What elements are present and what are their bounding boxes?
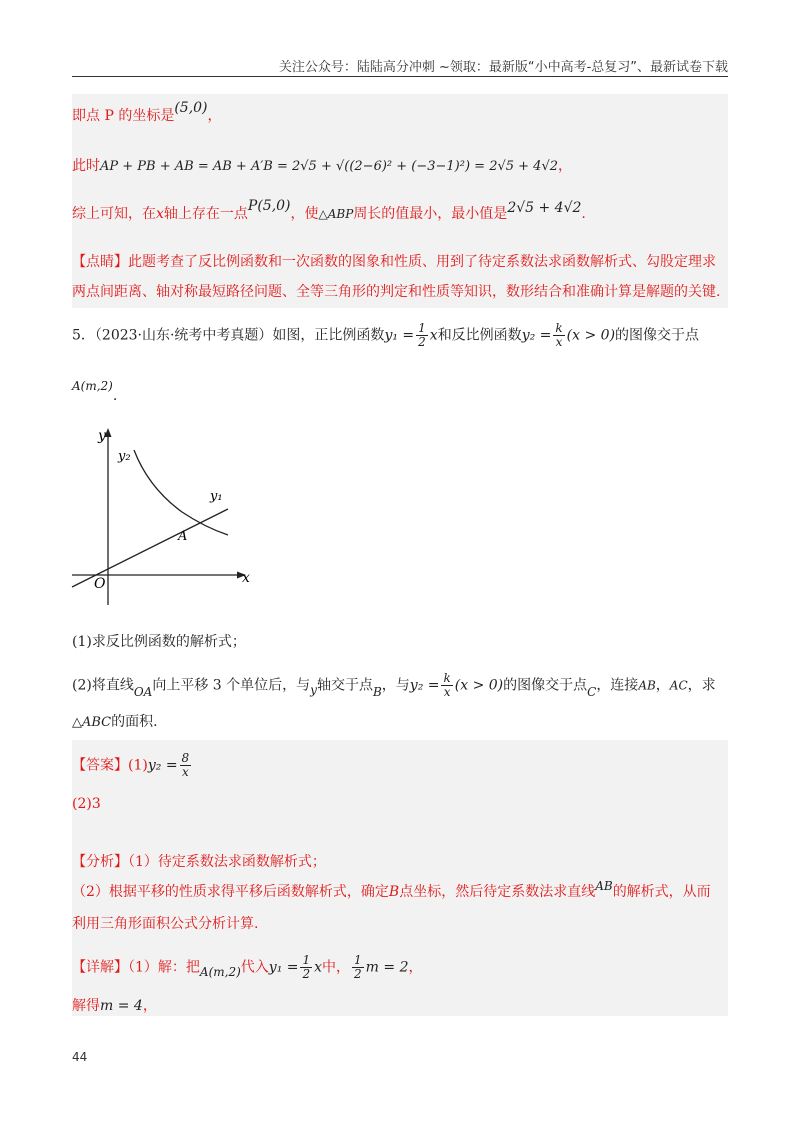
q2-tri: △ABC (72, 715, 112, 730)
conclusion-val: 2√5 + 4√2 (507, 200, 582, 216)
y2-fraction (553, 322, 564, 349)
label-x: x (242, 570, 250, 586)
point-a-line (72, 376, 118, 404)
analysis-2b: 点坐标，然后待定系数法求直线 (399, 884, 596, 900)
detail-eq-fraction (352, 954, 364, 981)
detail-mid: 代入 (240, 959, 269, 976)
coord-text: 即点 P 的坐标是 (72, 108, 175, 124)
detail-fraction (300, 954, 312, 981)
analysis-line-2 (72, 879, 711, 902)
y2-den: x (555, 335, 563, 349)
question-1: (1)求反比例函数的解析式； (72, 634, 246, 650)
question-2 (72, 672, 716, 699)
answer-y2: y₂ = (147, 757, 178, 774)
coord-math: (5,0) (174, 100, 208, 116)
y1-den: 2 (418, 335, 426, 349)
sum-lead: 此时 (72, 158, 100, 174)
q2-b: 向上平移 3 个单位后，与 (152, 677, 311, 694)
coord-line (72, 100, 222, 126)
page-number: 44 (72, 1050, 88, 1064)
q2-C: C (587, 684, 597, 699)
q2-ab: AB (638, 678, 656, 693)
q2-oa: OA (133, 684, 153, 699)
analysis-AB: AB (595, 879, 613, 893)
q2-f: ，连接 (596, 677, 639, 694)
detail-y1: y₁ = (268, 959, 299, 976)
problem-intro-c: 的图像交于点 (615, 327, 700, 344)
q2-y2-den: x (443, 685, 451, 699)
label-point-a: A (178, 529, 188, 544)
q2-h: ，求 (687, 677, 716, 694)
q2-y2-label: y₂ = (409, 677, 440, 694)
conclusion-b: 轴上存在一点 (163, 206, 248, 222)
q2-g: ， (655, 677, 670, 694)
q2-y2-cond: (x > 0) (454, 677, 504, 694)
detail-eq-rest: m = 2 (365, 959, 409, 976)
q2-e: 的图像交于点 (503, 677, 588, 694)
conclusion-end: . (581, 206, 586, 222)
q2-y2-num: k (443, 671, 451, 685)
problem-intro (72, 322, 699, 349)
detail-mid2: 中， (322, 959, 351, 976)
problem-intro-b: 和反比例函数 (437, 327, 522, 344)
answer-fraction (180, 752, 192, 779)
sum-math: AP + PB + AB = AB + A′B = 2√5 + √((2−6)² + (−3−1)²) = 2√5 + 4√2 (100, 159, 559, 174)
analysis-line-3: 利用三角形面积公式分析计算. (72, 916, 259, 932)
answer-den: x (181, 765, 189, 779)
analysis-2a: （2）根据平移的性质求得平移后函数解析式，确定 (72, 884, 389, 900)
q2-a: (2)将直线 (72, 677, 134, 694)
y1-x: x (429, 327, 438, 344)
label-o: O (94, 576, 106, 592)
answer-lead: 【答案】(1) (72, 757, 148, 774)
y1-label: y₁ = (384, 327, 415, 344)
y1-fraction (416, 322, 428, 349)
page-header: 关注公众号：陆陆高分冲刺 ~领取：最新版“小中高考-总复习”、最新试卷下载 (278, 60, 728, 75)
point-a-end: . (112, 388, 118, 404)
sum-end: ， (558, 158, 573, 174)
analysis-2c: 的解析式，从而 (612, 884, 711, 900)
detail-line (72, 954, 423, 981)
analysis-line-1: 【分析】（1）待定系数法求函数解析式； (72, 854, 326, 870)
answer-num: 8 (181, 751, 190, 765)
detail-num: 1 (302, 953, 311, 967)
q2-c: 轴交于点 (316, 677, 373, 694)
coord-end: ， (207, 108, 222, 124)
detail-lead: 【详解】（1）解：把 (72, 959, 200, 976)
conclusion-c: ，使 (290, 206, 319, 222)
conclusion-tri: △ABP (318, 207, 354, 221)
conclusion-d: 周长的值最小，最小值是 (353, 206, 508, 222)
q2-y2-fraction (441, 672, 452, 699)
q2-B: B (372, 684, 382, 699)
problem-intro-a: 5．（2023·山东·统考中考真题）如图，正比例函数 (72, 327, 385, 344)
detail-point: A(m,2) (199, 964, 241, 979)
answer-part2: (2)3 (72, 796, 101, 812)
conclusion-a: 综上可知，在 (72, 206, 156, 222)
conclusion-p: P(5,0) (247, 198, 291, 214)
detail-eq-num: 1 (354, 953, 362, 967)
sum-line (72, 156, 572, 177)
solve-lead: 解得 (72, 998, 100, 1014)
note-line-2: 两点间距离、轴对称最短路径问题、全等三角形的判定和性质等知识，数形结合和准确计算是解题的关键. (72, 284, 721, 300)
header-rule (72, 76, 728, 77)
question-2-cont (72, 712, 158, 733)
q2-ac: AC (669, 678, 688, 693)
y2-label: y₂ = (521, 327, 552, 344)
answer-line (72, 752, 193, 779)
detail-end: ， (408, 959, 423, 976)
label-y2: y₂ (118, 449, 131, 464)
y2-cond: (x > 0) (566, 327, 616, 344)
solve-m: m = 4 (100, 998, 143, 1014)
conclusion-x: x (156, 206, 164, 222)
solution-block-shade (72, 94, 728, 308)
function-graph (60, 420, 270, 620)
analysis-B: B (388, 884, 400, 900)
detail-x: x (314, 959, 323, 976)
y1-num: 1 (418, 321, 426, 335)
point-a: A(m,2) (72, 379, 113, 393)
label-y: y (98, 428, 106, 444)
solve-end: ， (142, 998, 157, 1014)
solve-line (72, 996, 157, 1016)
detail-den: 2 (302, 967, 311, 981)
q2-y: y (310, 682, 317, 697)
conclusion-line (72, 198, 586, 224)
detail-eq-den: 2 (354, 967, 362, 981)
note-line-1: 【点睛】此题考查了反比例函数和一次函数的图象和性质、用到了待定系数法求函数解析式、勾股定理求 (72, 254, 716, 270)
q2-d: ，与 (381, 677, 410, 694)
q2-i: 的面积. (111, 714, 158, 730)
y2-num: k (555, 321, 563, 335)
label-y1: y₁ (210, 489, 223, 504)
